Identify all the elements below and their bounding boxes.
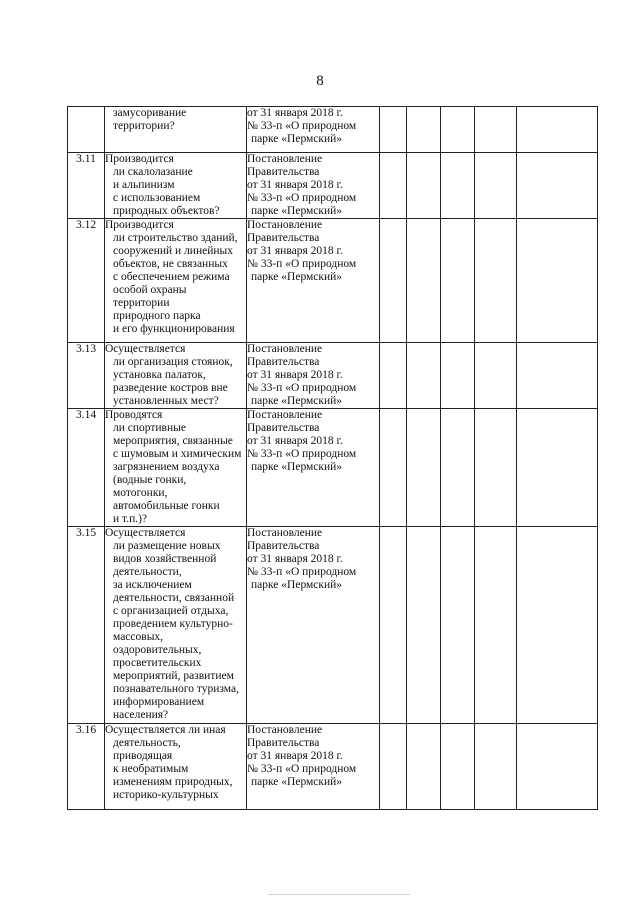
question-line: информированием	[113, 696, 205, 708]
answer-na-cell	[441, 527, 475, 724]
note-cell	[517, 219, 598, 343]
legal-line: парке «Пермский»	[251, 271, 343, 283]
comment-cell	[475, 409, 517, 527]
question-line: к необратимым	[113, 763, 189, 775]
legal-line: Постановление	[247, 219, 323, 231]
table-row	[68, 153, 598, 219]
comment-cell	[475, 219, 517, 343]
legal-line: № 33-п «О природном	[247, 258, 357, 270]
note-cell	[517, 527, 598, 724]
legal-line: Правительства	[247, 540, 320, 552]
question-line: природного парка	[113, 310, 201, 322]
question-line: историко-культурных	[113, 789, 219, 801]
legal-line: парке «Пермский»	[251, 395, 343, 407]
comment-cell	[475, 107, 517, 153]
table-row	[68, 527, 598, 724]
table-row	[68, 724, 598, 810]
answer-yes-cell	[380, 219, 407, 343]
table-row	[68, 409, 598, 527]
legal-reference	[247, 107, 380, 153]
legal-reference	[247, 724, 380, 810]
question-line: проведением культурно-	[113, 618, 233, 630]
legal-line: от 31 января 2018 г.	[247, 179, 343, 191]
question-line: и альпинизм	[113, 179, 175, 191]
legal-line: парке «Пермский»	[251, 579, 343, 591]
question-line: природных объектов?	[113, 205, 220, 217]
page-number: 8	[316, 73, 324, 89]
legal-line: Правительства	[247, 737, 320, 749]
question-line: (водные гонки,	[113, 474, 187, 486]
question-line: ли строительство зданий,	[113, 232, 238, 244]
question-line: и т.п.)?	[113, 513, 148, 525]
question-line: сооружений и линейных	[113, 245, 234, 257]
item-number: 3.11	[68, 153, 105, 219]
note-cell	[517, 409, 598, 527]
comment-cell	[475, 343, 517, 409]
legal-reference	[247, 409, 380, 527]
answer-yes-cell	[380, 153, 407, 219]
legal-line: Постановление	[247, 527, 323, 539]
answer-yes-cell	[380, 724, 407, 810]
requirement-question	[105, 409, 247, 527]
checklist-table	[67, 106, 598, 810]
question-line: особой охраны	[113, 284, 187, 296]
answer-yes-cell	[380, 409, 407, 527]
question-line: приводящая	[113, 750, 173, 762]
item-number: 3.12	[68, 219, 105, 343]
question-line: Производится	[105, 219, 174, 231]
answer-na-cell	[441, 107, 475, 153]
question-line: деятельности, связанной	[113, 592, 235, 604]
legal-line: № 33-п «О природном	[247, 763, 357, 775]
question-line: с шумовым и химическим	[113, 448, 242, 460]
legal-line: Правительства	[247, 422, 320, 434]
item-number: 3.15	[68, 527, 105, 724]
question-line: просветительских	[113, 657, 202, 669]
question-line: ли спортивные	[113, 422, 186, 434]
legal-line: № 33-п «О природном	[247, 566, 357, 578]
item-number: 3.13	[68, 343, 105, 409]
answer-no-cell	[407, 219, 441, 343]
legal-line: Правительства	[247, 232, 320, 244]
table-row	[68, 107, 598, 153]
answer-na-cell	[441, 343, 475, 409]
question-line: изменениям природных,	[113, 776, 233, 788]
answer-no-cell	[407, 409, 441, 527]
legal-reference	[247, 219, 380, 343]
question-line: мотогонки,	[113, 487, 168, 499]
legal-line: от 31 января 2018 г.	[247, 245, 343, 257]
requirement-question	[105, 527, 247, 724]
legal-line: № 33-п «О природном	[247, 192, 357, 204]
note-cell	[517, 343, 598, 409]
legal-line: от 31 января 2018 г.	[247, 553, 343, 565]
note-cell	[517, 107, 598, 153]
table-row	[68, 219, 598, 343]
question-line: за исключением	[113, 579, 192, 591]
question-line: оздоровительных,	[113, 644, 202, 656]
item-number: 3.14	[68, 409, 105, 527]
legal-line: от 31 января 2018 г.	[247, 750, 343, 762]
requirement-question	[105, 219, 247, 343]
question-line: автомобильные гонки	[113, 500, 220, 512]
table-row	[68, 343, 598, 409]
requirement-question	[105, 107, 247, 153]
answer-na-cell	[441, 153, 475, 219]
note-cell	[517, 153, 598, 219]
answer-no-cell	[407, 153, 441, 219]
answer-no-cell	[407, 107, 441, 153]
question-line: с использованием	[113, 192, 201, 204]
item-number	[68, 107, 105, 153]
requirement-question	[105, 343, 247, 409]
question-line: массовых,	[113, 631, 164, 643]
question-line: с организацией отдыха,	[113, 605, 229, 617]
question-line: объектов, не связанных	[113, 258, 228, 270]
legal-line: Правительства	[247, 166, 320, 178]
question-line: мероприятия, связанные	[113, 435, 233, 447]
scan-edge-line	[268, 894, 410, 895]
checklist-rows	[68, 107, 598, 810]
answer-yes-cell	[380, 527, 407, 724]
note-cell	[517, 724, 598, 810]
question-line: территории	[113, 297, 170, 309]
question-line: мероприятий, развитием	[113, 670, 234, 682]
legal-reference	[247, 527, 380, 724]
legal-line: Постановление	[247, 724, 323, 736]
question-line: установка палаток,	[113, 369, 206, 381]
question-line: ли размещение новых	[113, 540, 221, 552]
question-line: познавательного туризма,	[113, 683, 239, 695]
question-line: установленных мест?	[113, 395, 219, 407]
legal-line: от 31 января 2018 г.	[247, 369, 343, 381]
question-line: Осуществляется ли иная	[105, 724, 226, 736]
legal-line: парке «Пермский»	[251, 133, 343, 145]
answer-na-cell	[441, 724, 475, 810]
question-line: деятельности,	[113, 566, 182, 578]
question-line: ли организация стоянок,	[113, 356, 233, 368]
legal-reference	[247, 153, 380, 219]
requirement-question	[105, 724, 247, 810]
question-line: Осуществляется	[105, 527, 186, 539]
question-line: ли скалолазание	[113, 166, 193, 178]
question-line: видов хозяйственной	[113, 553, 217, 565]
question-line: замусоривание	[113, 107, 187, 119]
legal-line: № 33-п «О природном	[247, 120, 357, 132]
legal-line: № 33-п «О природном	[247, 382, 357, 394]
question-line: загрязнением воздуха	[113, 461, 220, 473]
legal-line: Постановление	[247, 343, 323, 355]
answer-no-cell	[407, 724, 441, 810]
question-line: территории?	[113, 120, 175, 132]
requirement-question	[105, 153, 247, 219]
answer-na-cell	[441, 219, 475, 343]
question-line: с обеспечением режима	[113, 271, 230, 283]
legal-line: Правительства	[247, 356, 320, 368]
answer-no-cell	[407, 343, 441, 409]
question-line: и его функционирования	[113, 323, 235, 335]
answer-na-cell	[441, 409, 475, 527]
answer-no-cell	[407, 527, 441, 724]
legal-reference	[247, 343, 380, 409]
question-line: Проводятся	[105, 409, 163, 421]
answer-yes-cell	[380, 107, 407, 153]
question-line: Осуществляется	[105, 343, 186, 355]
legal-line: от 31 января 2018 г.	[247, 107, 343, 119]
question-line: разведение костров вне	[113, 382, 228, 394]
legal-line: от 31 января 2018 г.	[247, 435, 343, 447]
question-line: Производится	[105, 153, 174, 165]
legal-line: парке «Пермский»	[251, 776, 343, 788]
question-line: населения?	[113, 709, 169, 721]
comment-cell	[475, 153, 517, 219]
legal-line: № 33-п «О природном	[247, 448, 357, 460]
legal-line: парке «Пермский»	[251, 461, 343, 473]
answer-yes-cell	[380, 343, 407, 409]
comment-cell	[475, 724, 517, 810]
legal-line: Постановление	[247, 409, 323, 421]
legal-line: Постановление	[247, 153, 323, 165]
item-number: 3.16	[68, 724, 105, 810]
legal-line: парке «Пермский»	[251, 205, 343, 217]
question-line: деятельность,	[113, 737, 181, 749]
comment-cell	[475, 527, 517, 724]
